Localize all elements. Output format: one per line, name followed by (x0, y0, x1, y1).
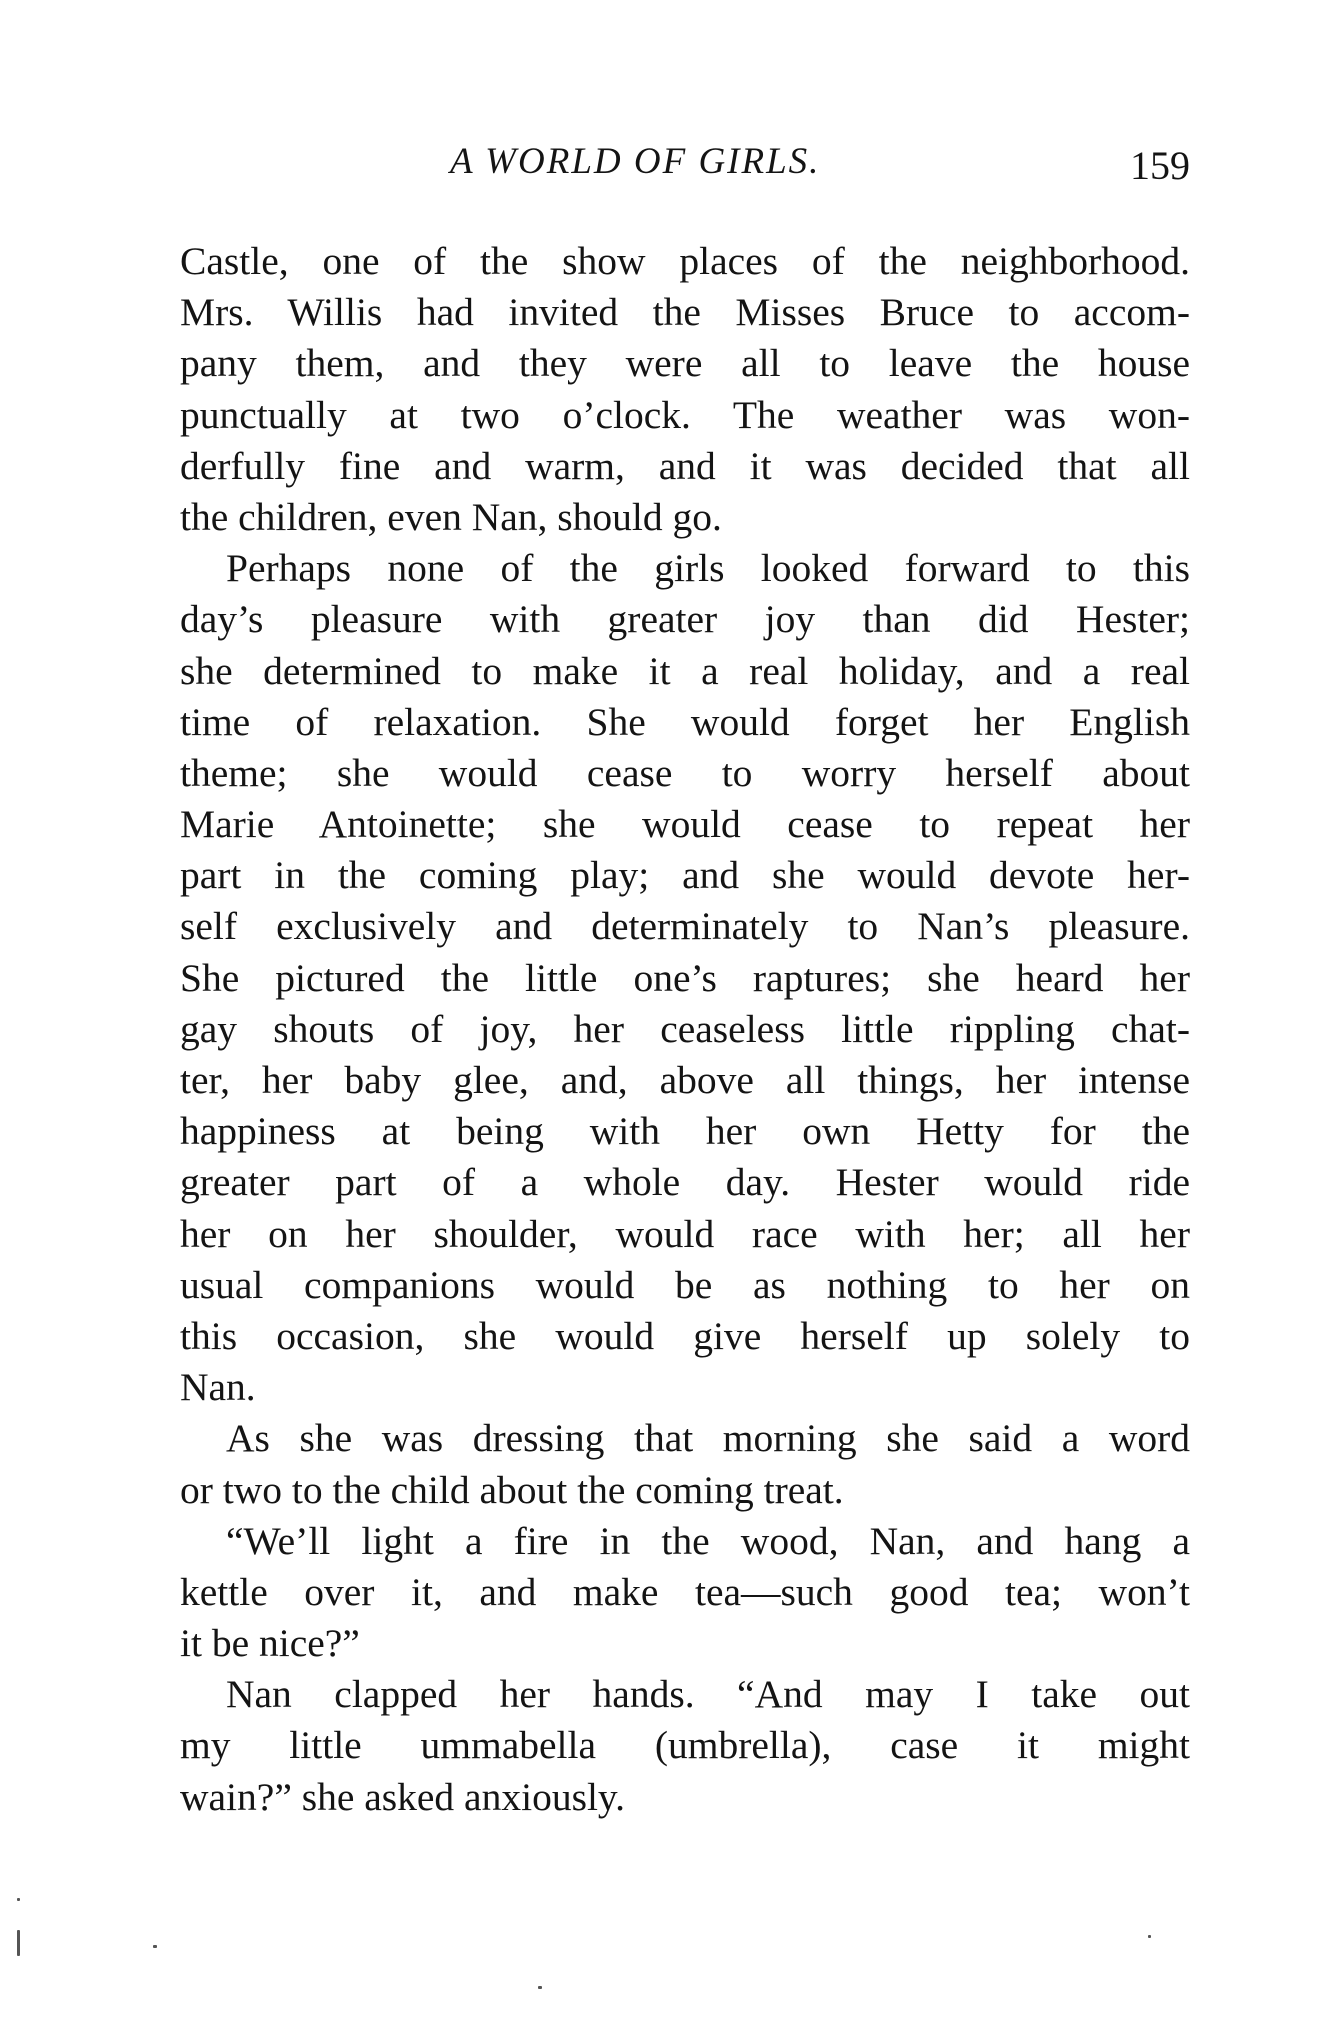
text-line: day’s pleasure with greater joy than did Hester; (180, 597, 1190, 642)
text-line: derfully fine and warm, and it was decided that all (180, 443, 1190, 488)
text-line: Nan. (180, 1365, 256, 1410)
text-line: my little ummabella (umbrella), case it might (180, 1723, 1190, 1768)
text-line: her on her shoulder, would race with her; all her (180, 1211, 1190, 1256)
text-line: As she was dressing that morning she said a word (226, 1416, 1190, 1461)
text-line: theme; she would cease to worry herself about (180, 750, 1190, 795)
text-line: Perhaps none of the girls looked forward to this (226, 546, 1190, 591)
scan-speck (538, 1986, 542, 1989)
text-line: part in the coming play; and she would devote her- (180, 853, 1190, 898)
text-line: time of relaxation. She would forget her English (180, 699, 1190, 744)
scan-speck (153, 1945, 157, 1948)
text-line: ter, her baby glee, and, above all things, her intense (180, 1058, 1190, 1102)
text-line: self exclusively and determinately to Nan’s pleasure. (180, 904, 1190, 949)
text-line: wain?” she asked anxiously. (180, 1774, 625, 1819)
text-line: She pictured the little one’s raptures; she heard her (180, 955, 1190, 1000)
running-title: A WORLD OF GIRLS. (450, 141, 821, 182)
text-line: “We’ll light a fire in the wood, Nan, and hang a (226, 1518, 1190, 1563)
text-line: it be nice?” (180, 1621, 360, 1666)
scan-speck (17, 1898, 20, 1901)
text-line: or two to the child about the coming treat. (180, 1467, 844, 1512)
text-line: Castle, one of the show places of the neighborhood. (180, 239, 1190, 283)
text-line: pany them, and they were all to leave the house (180, 341, 1190, 386)
text-line: greater part of a whole day. Hester would ride (180, 1160, 1190, 1205)
text-line: happiness at being with her own Hetty for the (180, 1109, 1190, 1154)
text-line: punctually at two o’clock. The weather was won- (180, 392, 1190, 437)
body-text (180, 236, 1190, 1823)
page-header (180, 140, 1190, 200)
text-line: Marie Antoinette; she would cease to repeat her (180, 802, 1190, 847)
text-line: this occasion, she would give herself up solely to (180, 1313, 1190, 1358)
text-line: the children, even Nan, should go. (180, 494, 722, 539)
text-line: usual companions would be as nothing to her on (180, 1262, 1190, 1307)
scan-speck (17, 1930, 20, 1956)
scan-speck (1148, 1935, 1151, 1938)
text-line: Mrs. Willis had invited the Misses Bruce to accom- (180, 290, 1190, 335)
page-number: 159 (1130, 143, 1190, 188)
text-line: kettle over it, and make tea—such good tea; won’t (180, 1569, 1190, 1614)
text-line: Nan clapped her hands. “And may I take out (226, 1672, 1190, 1717)
text-line: she determined to make it a real holiday, and a real (180, 648, 1190, 693)
text-line: gay shouts of joy, her ceaseless little rippling chat- (180, 1006, 1190, 1051)
